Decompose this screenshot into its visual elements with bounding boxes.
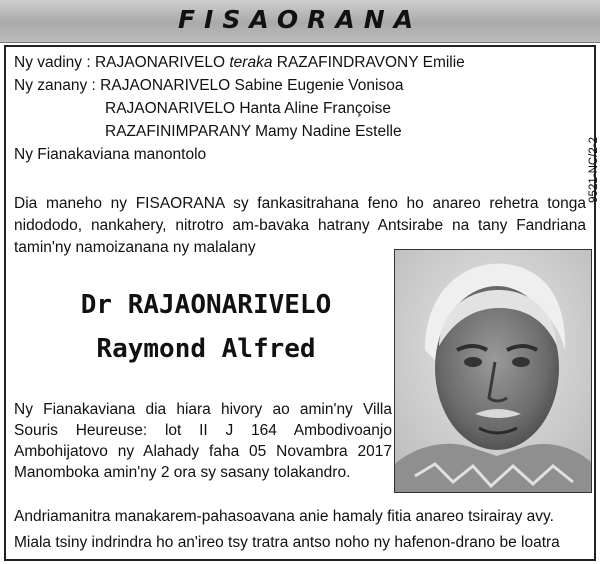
children-label: Ny zanany : xyxy=(14,77,96,94)
deceased-name-line2: Raymond Alfred xyxy=(96,334,316,364)
spouse-label: Ny vadiny : xyxy=(14,54,91,71)
deceased-name-line1: Dr RAJAONARIVELO xyxy=(80,290,332,320)
child-name-1: RAJAONARIVELO Sabine Eugenie Vonisoa xyxy=(100,77,404,94)
header-banner xyxy=(0,0,600,43)
spouse-line xyxy=(14,53,465,73)
notice-frame xyxy=(4,45,600,561)
header-title: FISAORANA xyxy=(177,5,423,34)
blessing-line: Andriamanitra manakarem-pahasoavana anie hamaly fitia anareo tsirairay avy. xyxy=(14,508,554,525)
spouse-name-2: RAZAFINDRAVONY Emilie xyxy=(276,54,465,71)
children-line xyxy=(14,76,403,96)
intro-paragraph: Dia maneho ny FISAORANA sy fankasitrahana feno ho anareo rehetra tonga nidododo, nankahery, nitrotro am-bavaka hatrany Antsirabe na tany Fandriana tamin'ny namoizanana ny malalany xyxy=(14,195,586,256)
portrait-image xyxy=(395,250,591,492)
closing-line: Miala tsiny indrindra ho an'ireo tsy tratra antso noho ny hafenon-drano be loatra xyxy=(14,534,560,551)
child-name-2: RAJAONARIVELO Hanta Aline Françoise xyxy=(105,100,392,117)
burial-paragraph: Ny Fianakaviana dia hiara hivory ao amin'ny Villa Souris Heureuse: lot II J 164 Ambodivoanjo Ambohijatovo ny Alahady faha 05 Novambra 2017 Manomboka amin'ny 2 ora sy sasany tolakandro. xyxy=(14,401,392,481)
deceased-portrait-photo xyxy=(394,249,592,493)
child-name-3: RAZAFINIMPARANY Mamy Nadine Estelle xyxy=(105,123,402,140)
family-line: Ny Fianakaviana manontolo xyxy=(14,146,207,163)
spouse-name-1: RAJAONARIVELO xyxy=(94,54,226,71)
spouse-connector: teraka xyxy=(229,54,273,71)
reference-code: 9521-NC/2-2 xyxy=(588,137,600,203)
